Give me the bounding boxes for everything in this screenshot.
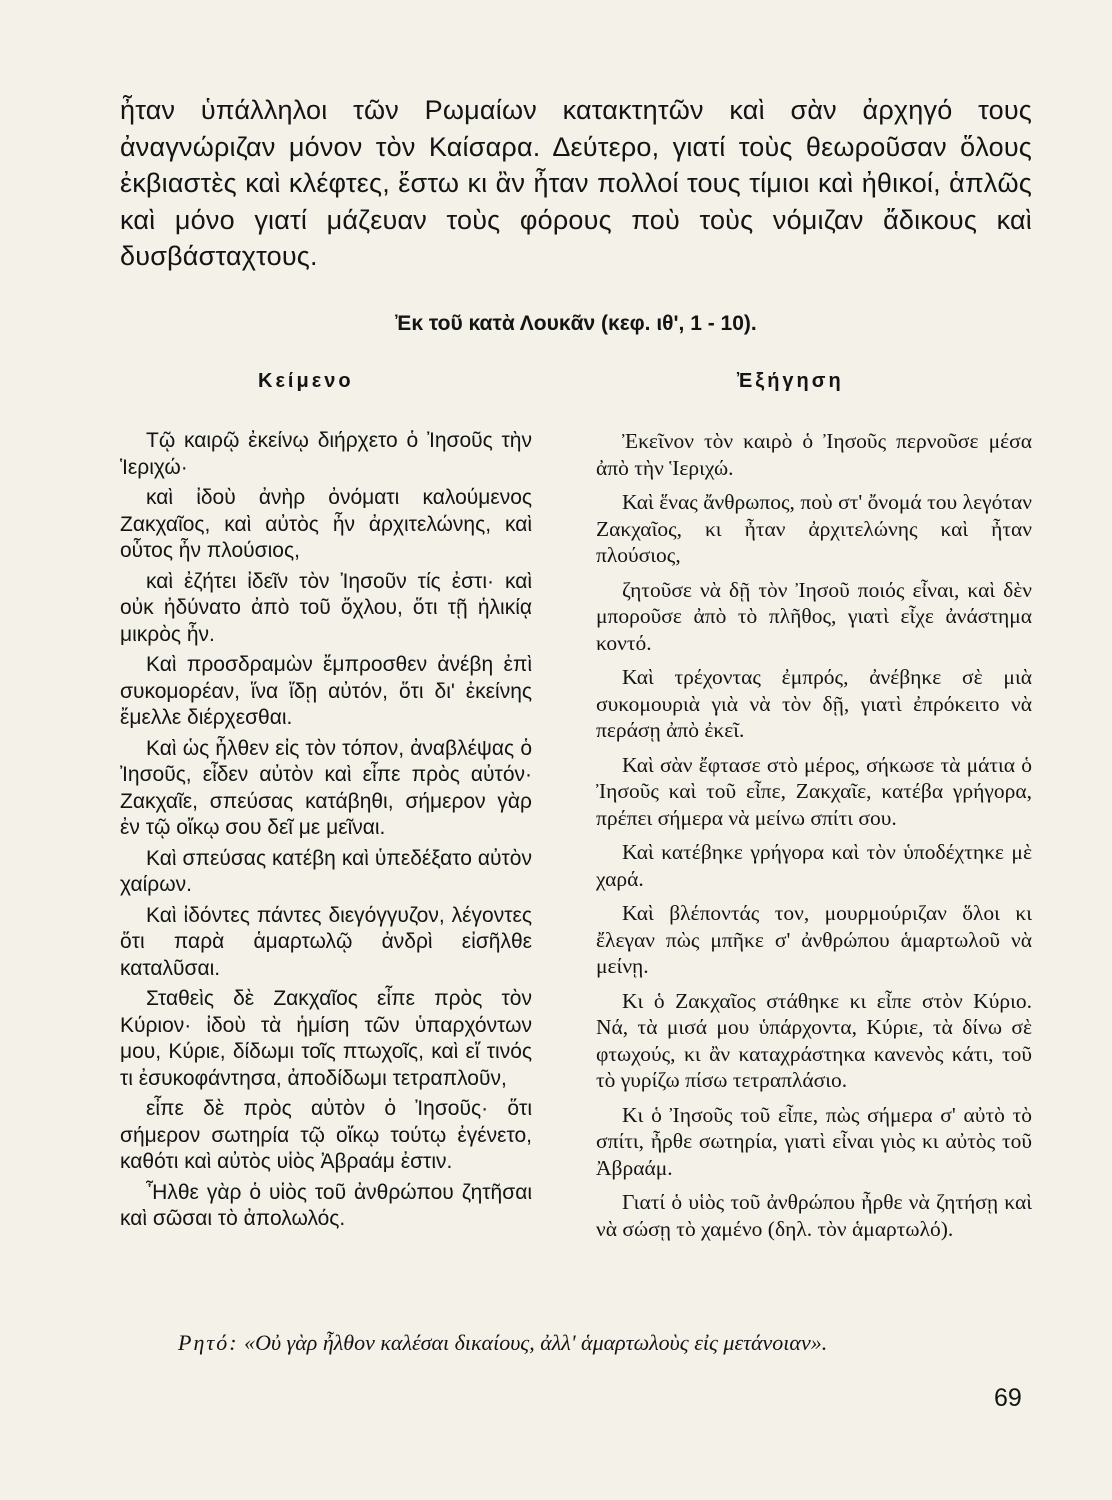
saying-label: Ρητό:: [178, 1330, 239, 1355]
text-verse-3: καὶ ἐζήτει ἰδεῖν τὸν Ἰησοῦν τίς ἐστι· καὶ οὐκ ἠδύνατο ἀπὸ τοῦ ὄχλου, ὅτι τῇ ἡλικίᾳ μικρὸς ἦν.: [120, 569, 532, 646]
text-verse-1: Τῷ καιρῷ ἐκείνῳ διήρχετο ὁ Ἰησοῦς τὴν Ἱεριχώ·: [120, 429, 532, 479]
text-verse-7: Καὶ ἰδόντες πάντες διεγόγγυζον, λέγοντες ὅτι παρὰ ἁμαρτωλῷ ἀνδρὶ εἰσῆλθε καταλῦσαι.: [120, 903, 532, 980]
text-verse-2: καὶ ἰδοὺ ἀνὴρ ὀνόματι καλούμενος Ζακχαῖος, καὶ αὐτὸς ἦν ἀρχιτελώνης, καὶ οὗτος ἦν πλούσιος,: [120, 486, 532, 562]
explanation-column: [596, 428, 1032, 1250]
explanation-verse-2: Καὶ ἕνας ἄνθρωπος, ποὺ στ' ὄνομά του λεγόταν Ζακχαῖος, κι ἦταν ἀρχιτελώνης καὶ ἦταν πλούσιος,: [596, 490, 1032, 567]
text-column: [120, 428, 532, 1237]
explanation-verse-7: Καὶ βλέποντάς τον, μουρμούριζαν ὅλοι κι ἔλεγαν πὼς μπῆκε σ' ἀνθρώπου ἁμαρτωλοῦ νὰ μείνῃ.: [596, 901, 1032, 978]
intro-paragraph: ἦταν ὑπάλληλοι τῶν Ρωμαίων κατακτητῶν καὶ σὰν ἀρχηγό τους ἀναγνώριζαν μόνον τὸν Καίσαρα. Δεύτερο, γιατί τοὺς θεωροῦσαν ὅλους ἐκβιαστὲς καὶ κλέφτες, ἔστω κι ἂν ἦταν πολλοί τους τίμιοι καὶ ἠθικοί, ἁπλῶς καὶ μόνο γιατί μάζευαν τοὺς φόρους ποὺ τοὺς νόμιζαν ἄδικους καὶ δυσβάσταχτους.: [120, 95, 1032, 271]
explanation-verse-6: Καὶ κατέβηκε γρήγορα καὶ τὸν ὑποδέχτηκε μὲ χαρά.: [596, 840, 1032, 891]
explanation-verse-3: ζητοῦσε νὰ δῇ τὸν Ἰησοῦ ποιός εἶναι, καὶ δὲν μποροῦσε ἀπὸ τὸ πλῆθος, γιατὶ εἶχε ἀνάστημα κοντό.: [596, 577, 1032, 655]
text-verse-6: Καὶ σπεύσας κατέβη καὶ ὑπεδέξατο αὐτὸν χαίρων.: [120, 846, 532, 896]
explanation-verse-10: Γιατί ὁ υἱὸς τοῦ ἀνθρώπου ἦρθε νὰ ζητήσῃ καὶ νὰ σώσῃ τὸ χαμένο (δηλ. τὸν ἁμαρτωλό).: [596, 1190, 1032, 1241]
text-verse-9: εἶπε δὲ πρὸς αὐτὸν ὁ Ἰησοῦς· ὅτι σήμερον σωτηρία τῷ οἴκῳ τούτῳ ἐγένετο, καθότι καὶ αὐτὸς υἱὸς Ἀβραάμ ἐστιν.: [120, 1097, 532, 1173]
explanation-verse-9: Κι ὁ Ἰησοῦς τοῦ εἶπε, πὼς σήμερα σ' αὐτὸ τὸ σπίτι, ἦρθε σωτηρία, γιατὶ εἶναι γιὸς κι αὐτὸς τοῦ Ἀβραάμ.: [596, 1102, 1032, 1180]
saying-line: [178, 1330, 1058, 1356]
text-verse-4: Καὶ προσδραμὼν ἔμπροσθεν ἀνέβη ἐπὶ συκομορέαν, ἵνα ἴδῃ αὐτόν, ὅτι δι' ἐκείνης ἔμελλε διέρχεσθαι.: [120, 653, 532, 729]
page-number: 69: [994, 1384, 1022, 1412]
explanation-verse-1: Ἐκεῖνον τὸν καιρὸ ὁ Ἰησοῦς περνοῦσε μέσα ἀπὸ τὴν Ἱεριχώ.: [596, 429, 1032, 480]
scripture-reference: Ἐκ τοῦ κατὰ Λουκᾶν (κεφ. ιθ', 1 - 10).: [395, 312, 757, 335]
explanation-column-heading: Ἐξήγηση: [737, 370, 844, 392]
explanation-verse-8: Κι ὁ Ζακχαῖος στάθηκε κι εἶπε στὸν Κύριο. Νά, τὰ μισά μου ὑπάρχοντα, Κύριε, τὰ δίνω σὲ φτωχούς, κι ἂν καταχράστηκα κανενὸς κάτι, τοῦ τὸ γυρίζω πίσω τετραπλάσιο.: [596, 988, 1032, 1092]
saying-quote: «Οὐ γὰρ ἦλθον καλέσαι δικαίους, ἀλλ' ἁμαρτωλοὺς εἰς μετάνοιαν».: [244, 1330, 828, 1355]
text-verse-5: Καὶ ὡς ἦλθεν εἰς τὸν τόπον, ἀναβλέψας ὁ Ἰησοῦς, εἶδεν αὐτὸν καὶ εἶπε πρὸς αὐτόν· Ζακχαῖε, σπεύσας κατάβηθι, σήμερον γὰρ ἐν τῷ οἴκῳ σου δεῖ με μεῖναι.: [120, 736, 532, 839]
text-verse-8: Σταθεὶς δὲ Ζακχαῖος εἶπε πρὸς τὸν Κύριον· ἰδοὺ τὰ ἡμίση τῶν ὑπαρχόντων μου, Κύριε, δίδωμι τοῖς πτωχοῖς, καὶ εἴ τινός τι ἐσυκοφάντησα, ἀποδίδωμι τετραπλοῦν,: [120, 987, 532, 1090]
text-verse-10: Ἦλθε γὰρ ὁ υἱὸς τοῦ ἀνθρώπου ζητῆσαι καὶ σῶσαι τὸ ἀπολωλός.: [120, 1180, 532, 1230]
explanation-verse-5: Καὶ σὰν ἔφτασε στὸ μέρος, σήκωσε τὰ μάτια ὁ Ἰησοῦς καὶ τοῦ εἶπε, Ζακχαῖε, κατέβα γρήγορα, πρέπει σήμερα νὰ μείνω σπίτι σου.: [596, 752, 1032, 830]
text-column-heading: Κείμενο: [258, 370, 354, 392]
explanation-verse-4: Καὶ τρέχοντας ἐμπρός, ἀνέβηκε σὲ μιὰ συκομουριὰ γιὰ νὰ τὸν δῇ, γιατὶ ἐπρόκειτο νὰ περάσῃ ἀπὸ ἐκεῖ.: [596, 665, 1032, 742]
